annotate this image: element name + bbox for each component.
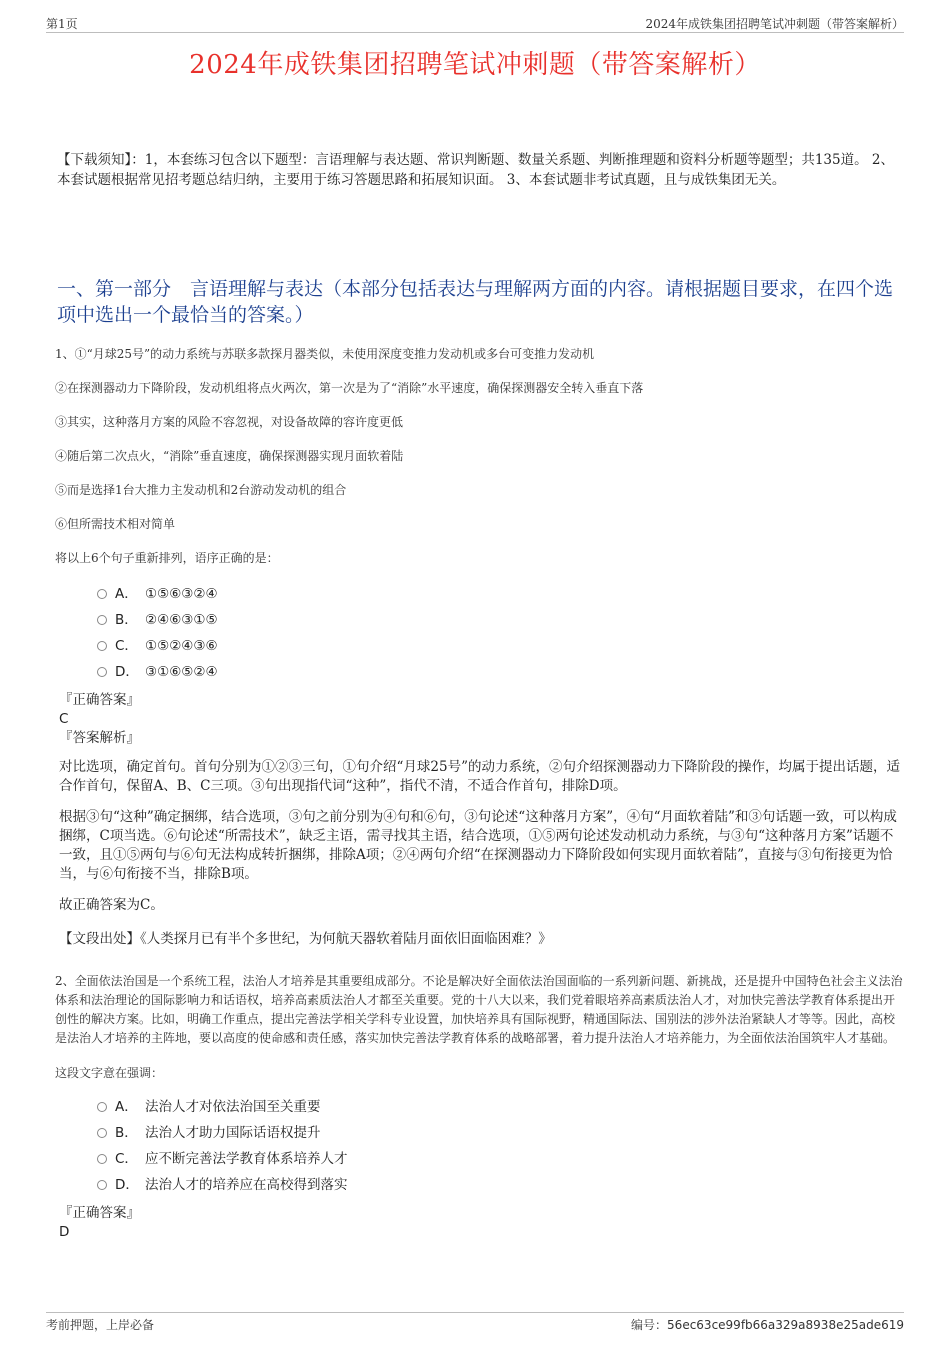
q2-options — [97, 1094, 903, 1198]
q1-source: 【文段出处】《人类探月已有半个多世纪，为何航天器软着陆月面依旧面临困难？》 — [59, 931, 552, 947]
q2-passage: 2、全面依法治国是一个系统工程，法治人才培养是其重要组成部分。不论是解决好全面依法治国面临的一系列新问题、新挑战，还是提升中国特色社会主义法治体系和法治理论的国际影响力和话语权，培养高素质法治人才都至关重要。党的十八大以来，我们党着眼培养高素质法治人才，对加快完善法学教育体系提出开创性的解决方案。比如，明确工作重点，提出完善法学相关学科专业设置，加快培养具有国际视野，精通国际法、国别法的涉外法治紧缺人才等等。因此，高校是法治人才培养的主阵地，要以高度的使命感和责任感，落实加快完善法学教育体系的战略部署，着力提升法治人才培养能力，为全面依法治国筑牢人才基础。 — [55, 974, 903, 1045]
q1-analysis-label: 『答案解析』 — [59, 730, 140, 746]
q1-option-a[interactable]: A． ①⑤⑥③②④ — [97, 581, 905, 607]
q1-option-c[interactable]: C． ①⑤②④③⑥ — [97, 633, 905, 659]
radio-icon[interactable] — [97, 1154, 107, 1164]
q1-line: 1、①“月球25号”的动力系统与苏联多款探月器类似，未使用深度变推力发动机或多台可变推力发动机 — [55, 347, 595, 361]
q2-option-a[interactable]: A． 法治人才对依法治国至关重要 — [97, 1094, 903, 1120]
q1-option-b[interactable]: B． ②④⑥③①⑤ — [97, 607, 905, 633]
q1-answer: C — [59, 711, 69, 727]
question-1 — [55, 345, 905, 947]
analysis-paragraph: 根据③句“这种”确定捆绑，结合选项，③句之前分别为④句和⑥句，③句论述“这种落月方案”，④句“月面软着陆”和③句话题一致，可以构成捆绑，C项当选。⑥句论述“所需技术”，缺乏主语，需寻找其主语，结合选项，①⑤两句论述发动机动力系统，与③句“这种落月方案”话题不一致，且①⑤两句与⑥句无法构成转折捆绑，排除A项；②④两句介绍“在探测器动力下降阶段如何实现月面软着陆”，直接与③句衔接更为恰当，与⑥句衔接不当，排除B项。 — [59, 809, 897, 882]
q1-line: ③其实，这种落月方案的风险不容忽视，对设备故障的容许度更低 — [55, 415, 404, 429]
q1-question: 将以上6个句子重新排列，语序正确的是： — [55, 551, 279, 565]
page-footer — [46, 1312, 904, 1333]
q1-line: ②在探测器动力下降阶段，发动机组将点火两次，第一次是为了“消除”水平速度，确保探测器安全转入垂直下落 — [55, 381, 644, 395]
q1-line: ⑤而是选择1台大推力主发动机和2台游动发动机的组合 — [55, 483, 347, 497]
section-title: 一、第一部分 言语理解与表达（本部分包括表达与理解两方面的内容。请根据题目要求，在四个选项中选出一个最恰当的答案。） — [57, 278, 894, 326]
radio-icon[interactable] — [97, 641, 107, 651]
q2-question: 这段文字意在强调： — [55, 1066, 164, 1080]
q1-line: ④随后第二次点火，“消除”垂直速度，确保探测器实现月面软着陆 — [55, 449, 404, 463]
q1-analysis — [59, 758, 905, 915]
q1-answer-label: 『正确答案』 — [59, 692, 140, 708]
q2-answer: D — [59, 1224, 70, 1240]
header-doc-title: 2024年成铁集团招聘笔试冲刺题（带答案解析） — [645, 17, 904, 31]
q1-option-d[interactable]: D． ③①⑥⑤②④ — [97, 659, 905, 685]
radio-icon[interactable] — [97, 1128, 107, 1138]
download-notice: 【下载须知】：1，本套练习包含以下题型：言语理解与表达题、常识判断题、数量关系题、判断推理题和资料分析题等题型；共135道。 2、本套试题根据常见招考题总结归纳，主要用于练习答题思路和拓展知识面。 3、本套试题非考试真题，且与成铁集团无关。 — [57, 152, 894, 188]
q2-option-b[interactable]: B． 法治人才助力国际话语权提升 — [97, 1120, 903, 1146]
doc-title: 2024年成铁集团招聘笔试冲刺题（带答案解析） — [189, 50, 761, 80]
q2-option-d[interactable]: D． 法治人才的培养应在高校得到落实 — [97, 1172, 903, 1198]
radio-icon[interactable] — [97, 615, 107, 625]
q1-line: ⑥但所需技术相对简单 — [55, 517, 176, 531]
footer-code: 编号：56ec63ce99fb66a329a8938e25ade619 — [631, 1318, 904, 1332]
q2-option-c[interactable]: C． 应不断完善法学教育体系培养人才 — [97, 1146, 903, 1172]
q1-options — [97, 581, 905, 685]
radio-icon[interactable] — [97, 589, 107, 599]
radio-icon[interactable] — [97, 1180, 107, 1190]
radio-icon[interactable] — [97, 667, 107, 677]
radio-icon[interactable] — [97, 1102, 107, 1112]
page-header — [46, 14, 904, 33]
page-number: 第1页 — [46, 17, 78, 31]
analysis-paragraph: 故正确答案为C。 — [59, 897, 164, 913]
analysis-paragraph: 对比选项，确定首句。首句分别为①②③三句，①句介绍“月球25号”的动力系统，②句介绍探测器动力下降阶段的操作，均属于提出话题，适合作首句，保留A、B、C三项。③句出现指代词“这种”，指代不清，不适合作首句，排除D项。 — [59, 759, 900, 794]
q2-answer-label: 『正确答案』 — [59, 1205, 140, 1221]
footer-slogan: 考前押题，上岸必备 — [46, 1318, 155, 1332]
question-2 — [55, 972, 903, 1242]
